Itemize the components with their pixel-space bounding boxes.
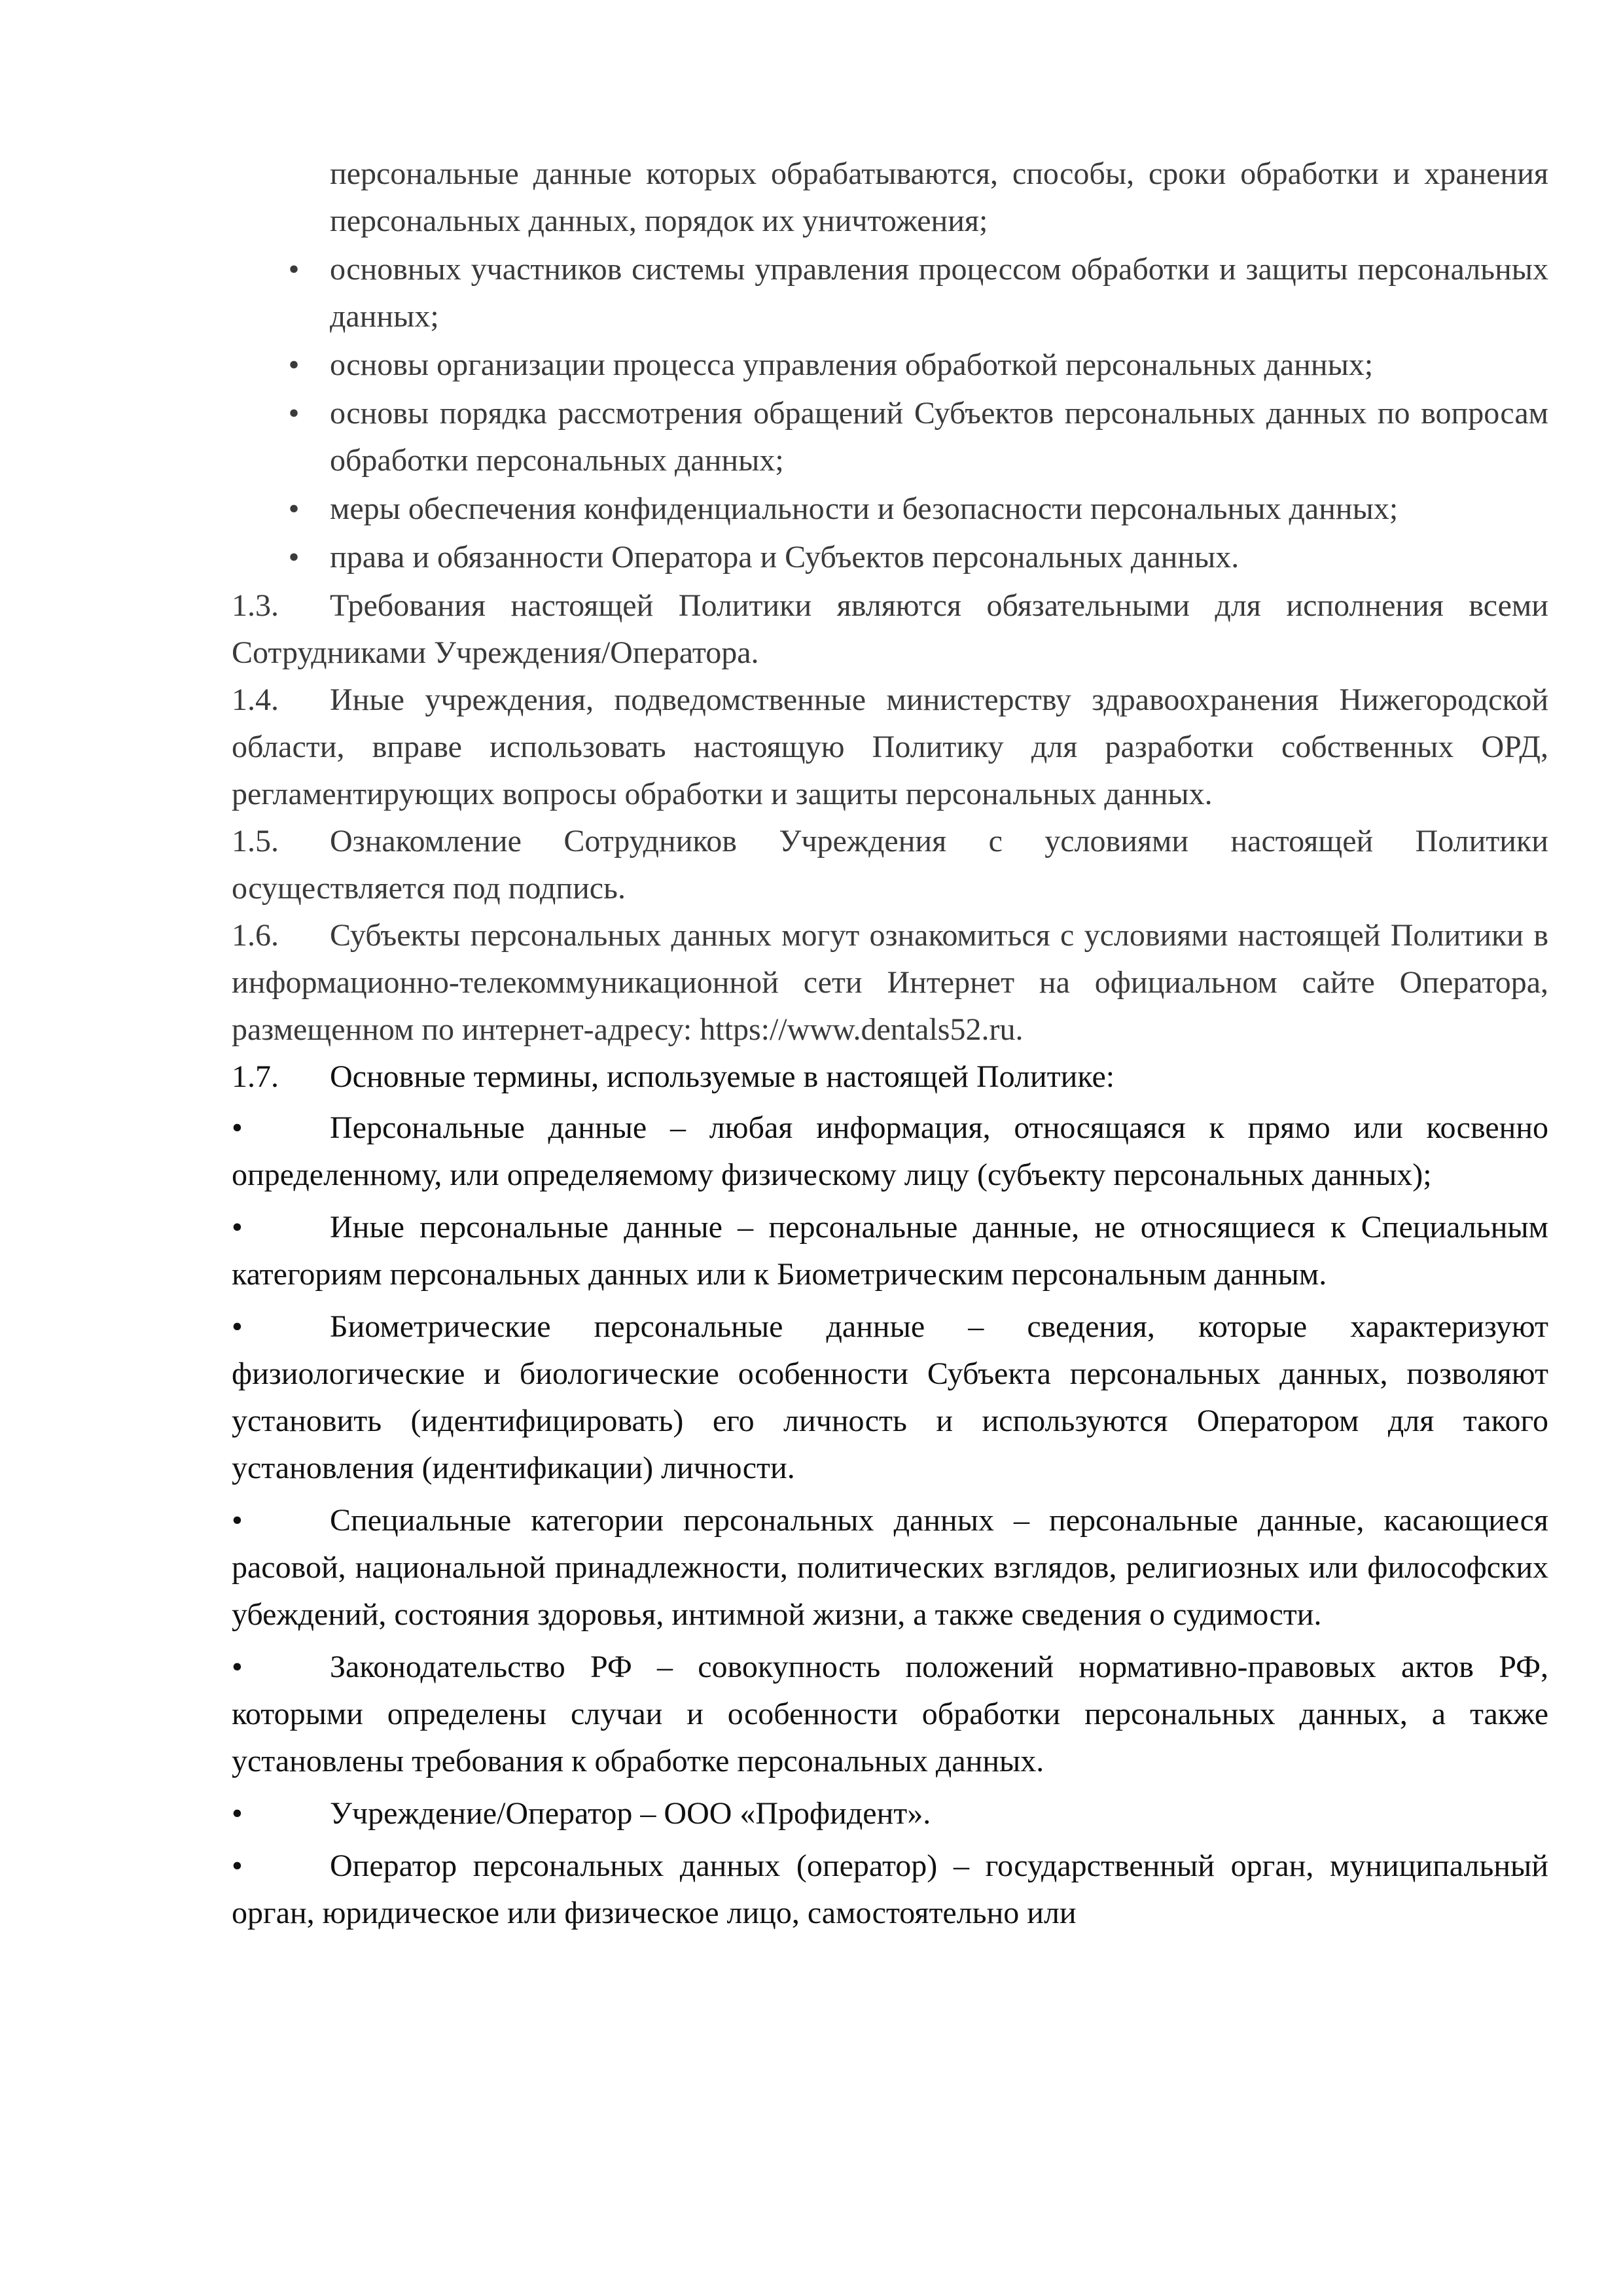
clause-text: Иные учреждения, подведомственные министерству здравоохранения Нижегородской области, вправе использовать настоящую Политику для разработки собственных ОРД, регламентирующих вопросы обработки и защиты персональных данных. [232,682,1548,811]
bullet-icon: • [232,1650,243,1684]
bullet-icon: • [232,1110,243,1145]
term-legislation [232,1644,1548,1785]
term-other-personal-data [232,1204,1548,1298]
continuation-paragraph: персональные данные которых обрабатываются, способы, сроки обработки и хранения персональных данных, порядок их уничтожения; [330,156,1548,238]
term-text: Законодательство РФ – совокупность положений нормативно-правовых актов РФ, которыми определены случаи и особенности обработки персональных данных, а также установлены требования к обработке персональных данных. [232,1650,1548,1778]
document-page [232,150,1548,1942]
term-text: Биометрические персональные данные – сведения, которые характеризуют физиологические и биологические особенности Субъекта персональных данных, позволяют установить (идентифицировать) его личность и используются Оператором для такого установления (идентификации) личности. [232,1309,1548,1485]
clause-text: Основные термины, используемые в настоящей Политике: [330,1059,1115,1094]
clause-1-6 [232,912,1548,1053]
bullet-icon: • [232,1503,243,1538]
scope-bullet-list [232,246,1548,581]
list-item [232,486,1548,533]
list-item [232,534,1548,581]
bullet-icon: • [232,1210,243,1245]
term-text: Оператор персональных данных (оператор) – государственный орган, муниципальный орган, юридическое или физическое лицо, самостоятельно или [232,1848,1548,1930]
list-item-text: меры обеспечения конфиденциальности и безопасности персональных данных; [330,491,1399,526]
clause-number: 1.6. [232,918,279,953]
list-item [232,390,1548,484]
clause-1-4 [232,677,1548,818]
terms-list [232,1104,1548,1937]
bullet-icon: • [288,491,300,526]
clause-text: Ознакомление Сотрудников Учреждения с условиями настоящей Политики осуществляется под подпись. [232,824,1548,906]
bullet-icon: • [232,1309,243,1344]
list-item [232,246,1548,340]
bullet-icon: • [288,540,300,574]
term-text: Учреждение/Оператор – ООО «Профидент». [330,1796,931,1831]
term-data-operator [232,1843,1548,1937]
term-text: Специальные категории персональных данных – персональные данные, касающиеся расовой, национальной принадлежности, политических взглядов, религиозных или философских убеждений, состояния здоровья, интимной жизни, а также сведения о судимости. [232,1503,1548,1632]
bullet-icon: • [232,1796,243,1831]
term-special-categories [232,1497,1548,1638]
term-biometric-data [232,1303,1548,1492]
clause-number: 1.7. [232,1059,279,1094]
term-text: Персональные данные – любая информация, относящаяся к прямо или косвенно определенному, или определяемому физическому лицу (субъекту персональных данных); [232,1110,1548,1192]
clause-number: 1.4. [232,682,279,717]
clause-number: 1.3. [232,588,279,623]
clause-1-7 [232,1053,1548,1101]
list-item-text: основы организации процесса управления обработкой персональных данных; [330,347,1374,382]
bullet-icon: • [288,396,300,431]
clause-text: Субъекты персональных данных могут ознакомиться с условиями настоящей Политики в информационно-телекоммуникационной сети Интернет на официальном сайте Оператора, размещенном по интернет-адресу: https://www.dentals52.ru. [232,918,1548,1047]
list-item-text: основы порядка рассмотрения обращений Субъектов персональных данных по вопросам обработки персональных данных; [330,396,1548,478]
bullet-icon: • [288,252,300,287]
clause-1-3 [232,582,1548,677]
list-item [232,342,1548,389]
list-item-text: основных участников системы управления процессом обработки и защиты персональных данных; [330,252,1548,334]
bullet-icon: • [232,1848,243,1883]
clause-number: 1.5. [232,824,279,858]
clause-1-5 [232,818,1548,912]
term-personal-data [232,1104,1548,1199]
term-text: Иные персональные данные – персональные данные, не относящиеся к Специальным категориям персональных данных или к Биометрическим персональным данным. [232,1210,1548,1292]
list-item-text: права и обязанности Оператора и Субъектов персональных данных. [330,540,1240,574]
bullet-icon: • [288,347,300,382]
term-institution-operator [232,1790,1548,1837]
clause-text: Требования настоящей Политики являются обязательными для исполнения всеми Сотрудниками Учреждения/Оператора. [232,588,1548,670]
